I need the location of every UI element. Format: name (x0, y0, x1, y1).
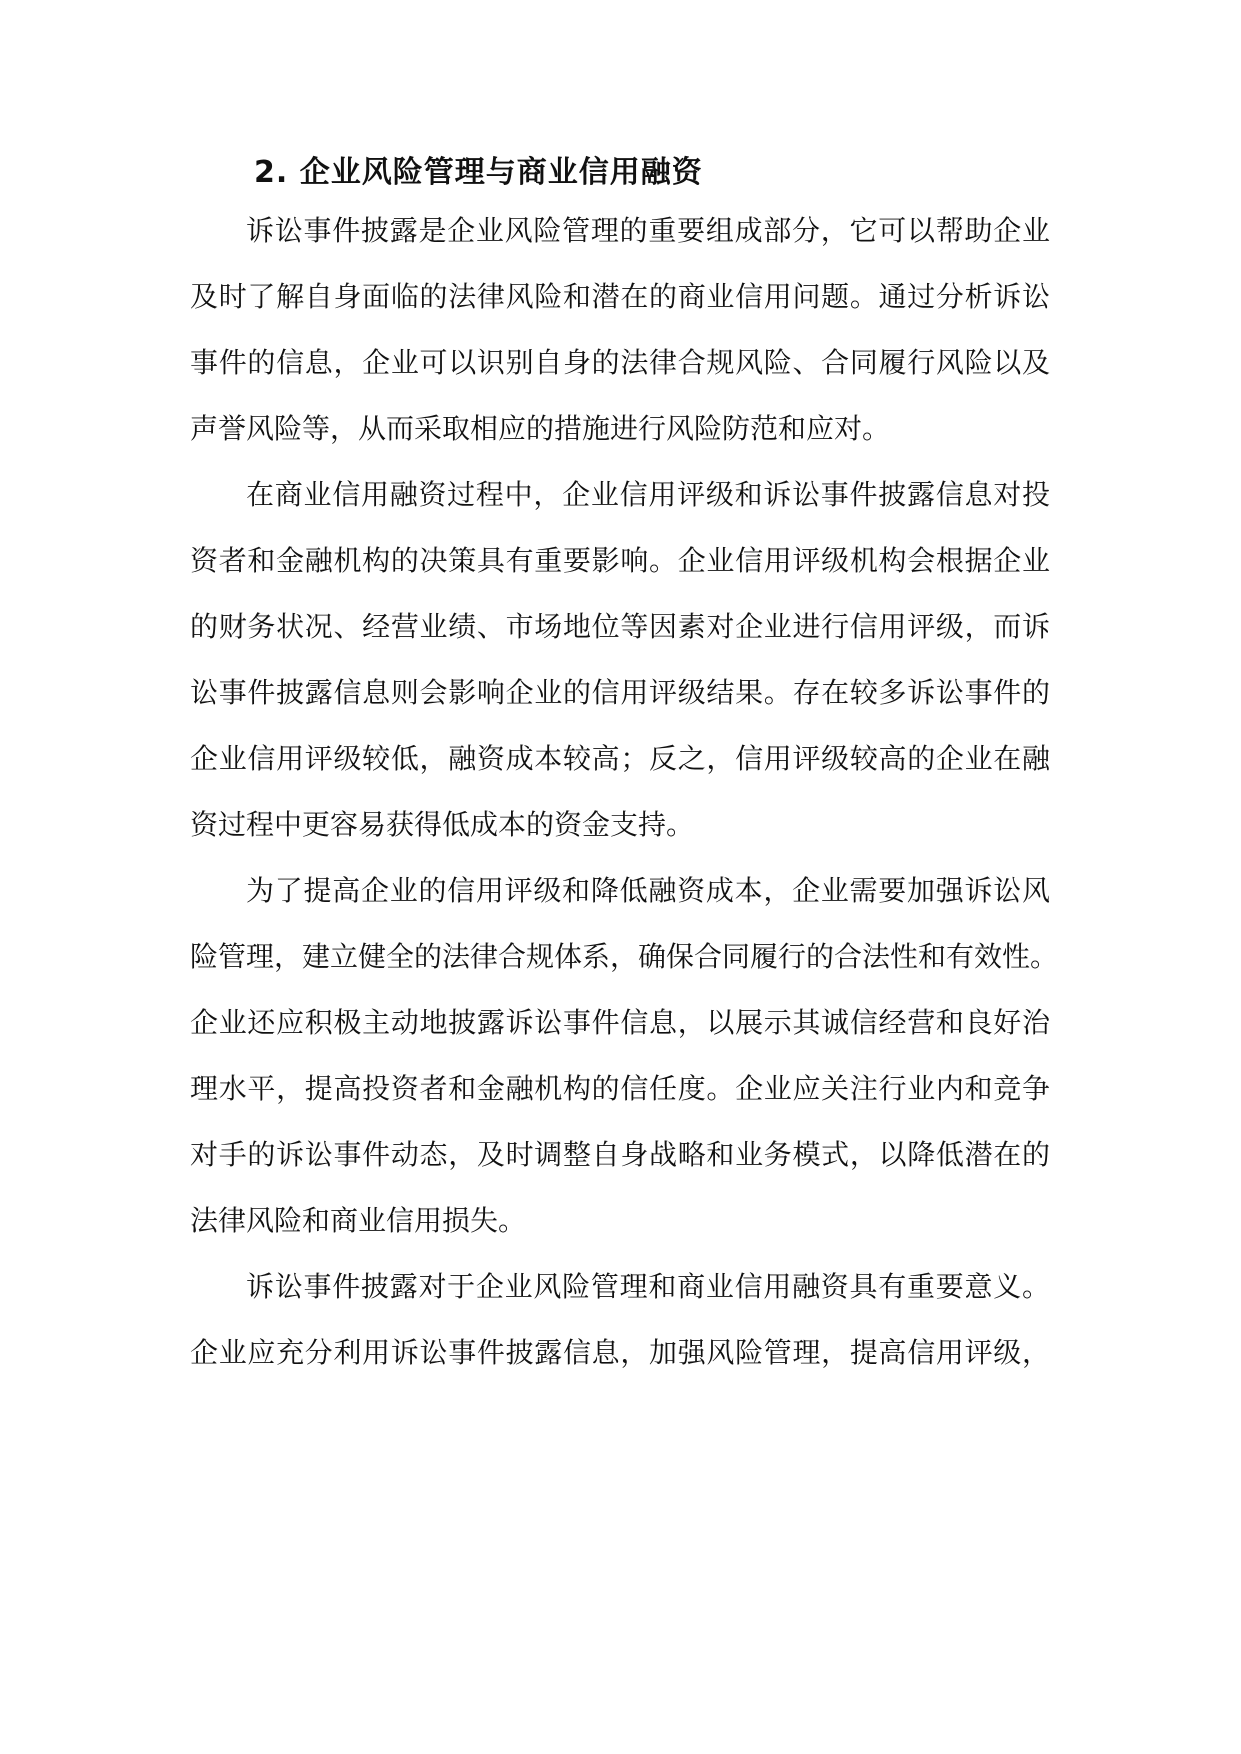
paragraph-3-line-4: 理水平，提高投资者和金融机构的信任度。企业应关注行业内和竞争 (190, 1072, 1050, 1105)
paragraph-1-line-3: 事件的信息，企业可以识别自身的法律合规风险、合同履行风险以及 (190, 346, 1050, 379)
paragraph-3-line-3: 企业还应积极主动地披露诉讼事件信息，以展示其诚信经营和良好治 (190, 1006, 1050, 1039)
paragraph-1-line-2: 及时了解自身面临的法律风险和潜在的商业信用问题。通过分析诉讼 (190, 280, 1050, 313)
paragraph-2-line-3: 的财务状况、经营业绩、市场地位等因素对企业进行信用评级，而诉 (190, 610, 1050, 643)
paragraph-1-line-1: 诉讼事件披露是企业风险管理的重要组成部分，它可以帮助企业 (246, 214, 1050, 247)
paragraph-3-line-6: 法律风险和商业信用损失。 (190, 1204, 527, 1237)
paragraph-2-line-5: 企业信用评级较低，融资成本较高；反之，信用评级较高的企业在融 (190, 742, 1050, 775)
paragraph-3-line-1: 为了提高企业的信用评级和降低融资成本，企业需要加强诉讼风 (246, 874, 1050, 907)
paragraph-2-line-1: 在商业信用融资过程中，企业信用评级和诉讼事件披露信息对投 (246, 478, 1050, 511)
paragraph-3-line-2: 险管理，建立健全的法律合规体系，确保合同履行的合法性和有效性。 (190, 940, 1059, 973)
paragraph-2-line-2: 资者和金融机构的决策具有重要影响。企业信用评级机构会根据企业 (190, 544, 1050, 577)
paragraph-4-line-1: 诉讼事件披露对于企业风险管理和商业信用融资具有重要意义。 (246, 1270, 1050, 1303)
paragraph-2-line-4: 讼事件披露信息则会影响企业的信用评级结果。存在较多诉讼事件的 (190, 676, 1050, 709)
paragraph-1-line-4: 声誉风险等，从而采取相应的措施进行风险防范和应对。 (190, 412, 891, 445)
paragraph-2-line-6: 资过程中更容易获得低成本的资金支持。 (190, 808, 695, 841)
paragraph-3-line-5: 对手的诉讼事件动态，及时调整自身战略和业务模式，以降低潜在的 (190, 1138, 1050, 1171)
paragraph-4-line-2: 企业应充分利用诉讼事件披露信息，加强风险管理，提高信用评级， (190, 1336, 1050, 1369)
section-heading: 2. 企业风险管理与商业信用融资 (254, 155, 703, 190)
